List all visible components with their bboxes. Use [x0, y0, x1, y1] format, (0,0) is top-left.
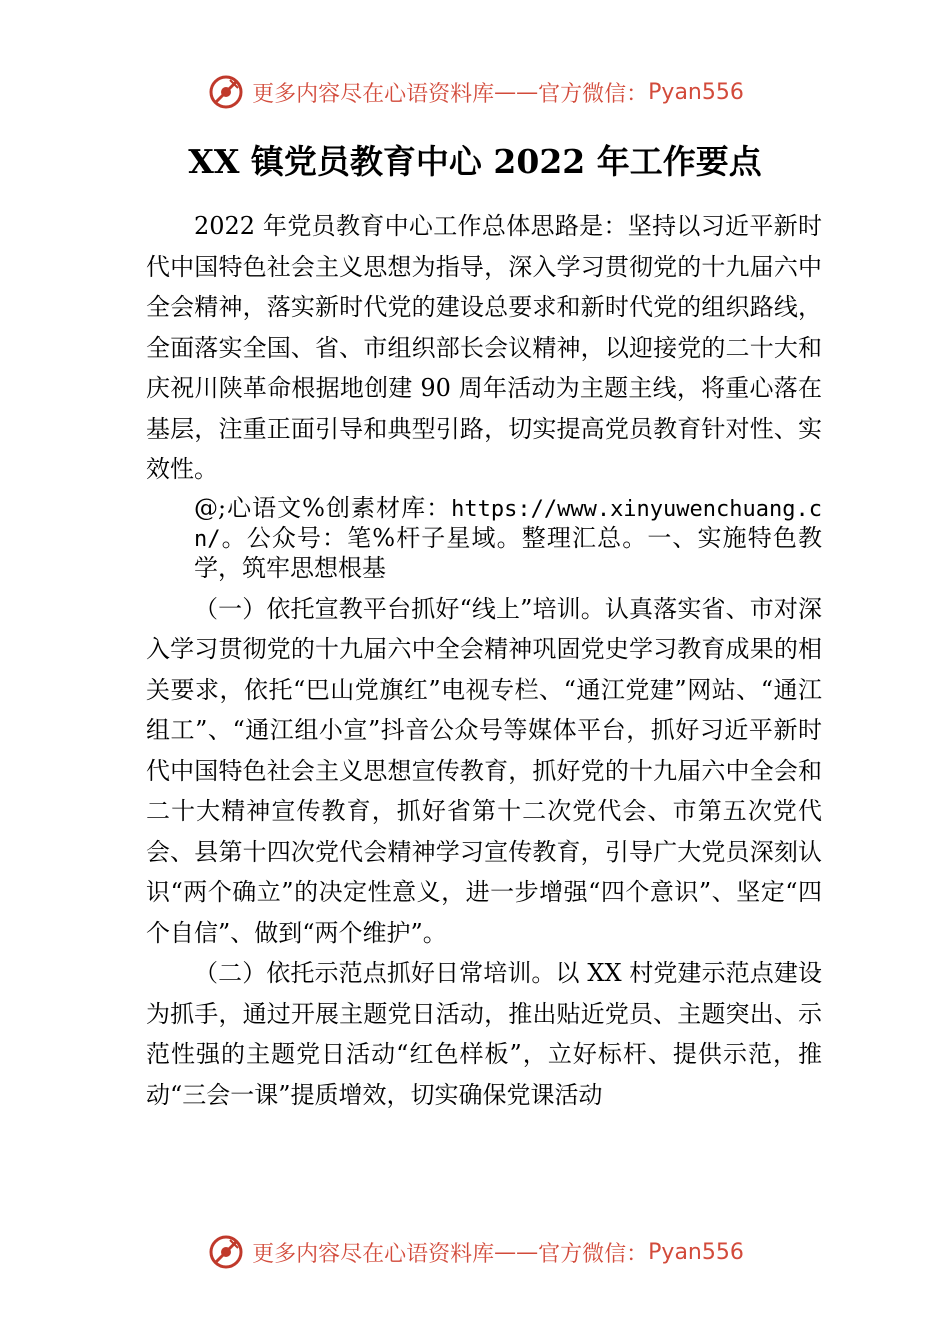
- source-note-suffix: 。公众号：笔%杆子星域。整理汇总。一、实施特色教学，筑牢思想根基: [194, 523, 822, 582]
- watermark-text: 更多内容尽在心语资料库: [252, 1241, 495, 1267]
- brand-logo-icon: [206, 1232, 246, 1272]
- source-note: [146, 494, 822, 583]
- footer-watermark: [0, 1230, 950, 1274]
- brand-logo-icon: [206, 72, 246, 112]
- section-1-paragraph: （一）依托宣教平台抓好“线上”培训。认真落实省、市对深入学习贯彻党的十九届六中全会精神巩固党史学习教育成果的相关要求，依托“巴山党旗红”电视专栏、“通江党建”网站、“通江组工”、“通江组小宣”抖音公众号等媒体平台，抓好习近平新时代中国特色社会主义思想宣传教育，抓好党的十九届六中全会和二十大精神宣传教育，抓好省第十二次党代会、市第五次党代会、县第十四次党代会精神学习宣传教育，引导广大党员深刻认识“两个确立”的决定性意义，进一步增强“四个意识”、坚定“四个自信”、做到“两个维护”。: [146, 594, 822, 947]
- document-body: [146, 206, 822, 1115]
- watermark-contact-id: Pyan556: [648, 1239, 744, 1265]
- watermark-contact-label: 官方微信：: [538, 81, 649, 107]
- source-note-url: https://www.xinyuwenchuang.cn/: [194, 496, 822, 552]
- intro-paragraph: 2022 年党员教育中心工作总体思路是：坚持以习近平新时代中国特色社会主义思想为指导，深入学习贯彻党的十九届六中全会精神，落实新时代党的建设总要求和新时代党的组织路线，全面落实全国、省、市组织部长会议精神，以迎接党的二十大和庆祝川陕革命根据地创建 90 周年活动为主题主线，将重心落在基层，注重正面引导和典型引路，切实提高党员教育针对性、实效性。: [146, 212, 822, 483]
- source-note-prefix: @;心语文%创素材库：: [194, 493, 452, 522]
- section-2-paragraph: （二）依托示范点抓好日常培训。以 XX 村党建示范点建设为抓手，通过开展主题党日活动，推出贴近党员、主题突出、示范性强的主题党日活动“红色样板”，立好标杆、提供示范，推动“三会一课”提质增效，切实确保党课活动: [146, 959, 822, 1109]
- document-title: XX 镇党员教育中心 2022 年工作要点: [188, 142, 762, 181]
- header-watermark: [0, 70, 950, 114]
- watermark-contact-label: 官方微信：: [538, 1241, 649, 1267]
- watermark-text: 更多内容尽在心语资料库: [252, 81, 495, 107]
- watermark-separator: ——: [494, 1239, 539, 1265]
- watermark-contact-id: Pyan556: [648, 79, 744, 105]
- watermark-separator: ——: [494, 79, 539, 105]
